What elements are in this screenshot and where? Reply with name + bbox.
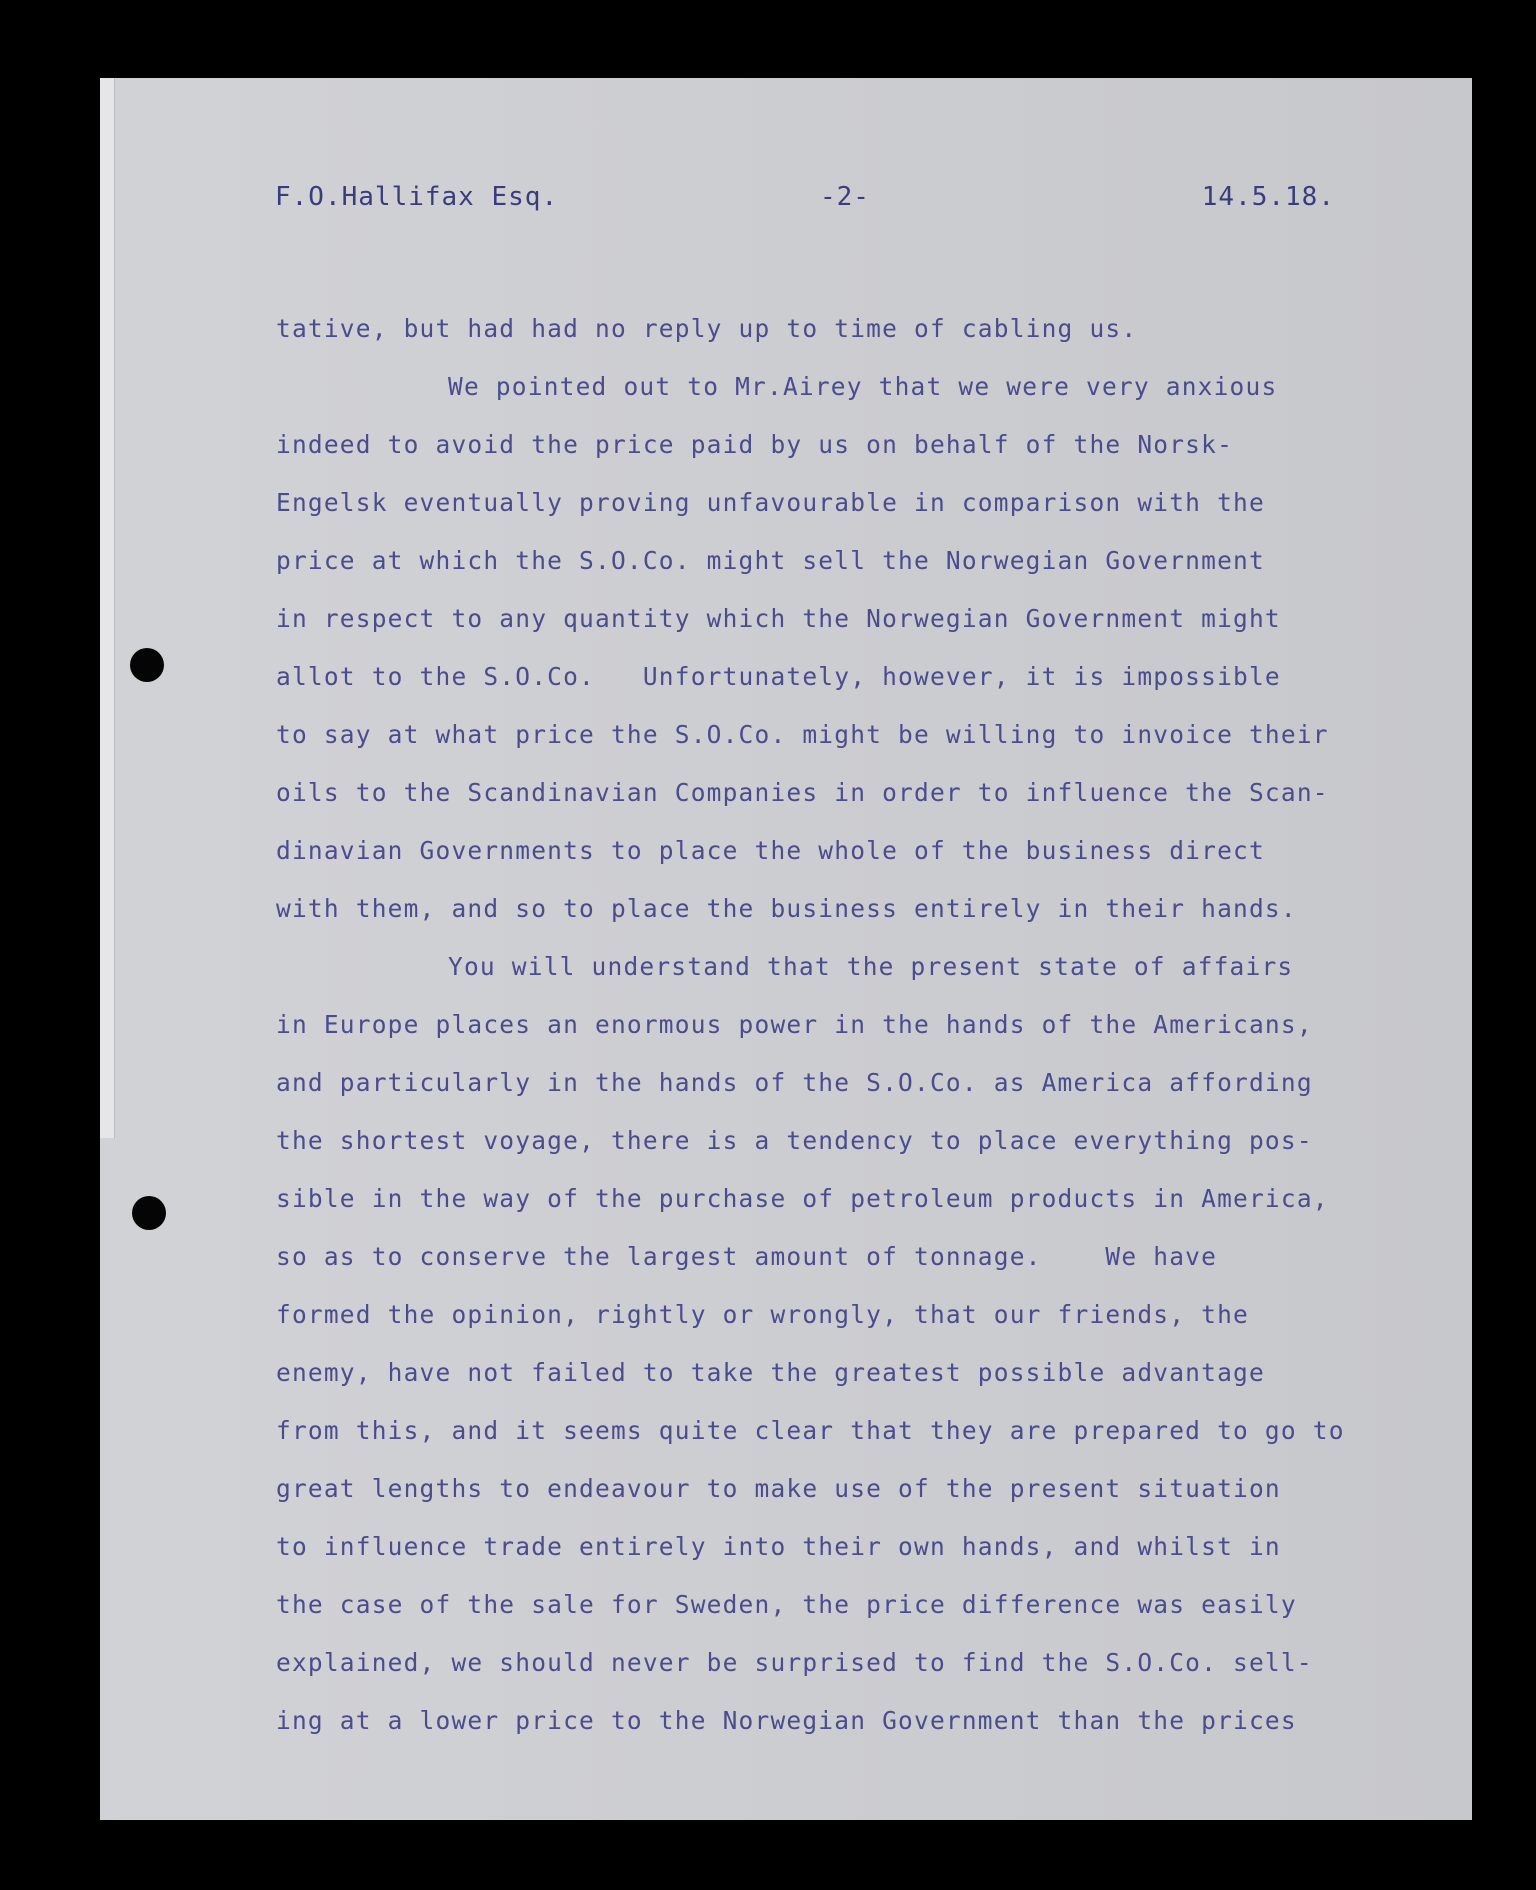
text-line: You will understand that the present state of affairs	[448, 952, 1294, 981]
text-line: to influence trade entirely into their own hands, and whilst in	[276, 1532, 1281, 1561]
text-line: tative, but had had no reply up to time of cabling us.	[276, 314, 1138, 343]
text-line: to say at what price the S.O.Co. might be willing to invoice their	[276, 720, 1329, 749]
page-edge-strip	[100, 78, 115, 1138]
text-line: so as to conserve the largest amount of tonnage. We have	[276, 1242, 1218, 1271]
text-line: enemy, have not failed to take the greatest possible advantage	[276, 1358, 1265, 1387]
text-line: with them, and so to place the business entirely in their hands.	[276, 894, 1297, 923]
text-line: from this, and it seems quite clear that they are prepared to go to	[276, 1416, 1345, 1445]
text-line: the case of the sale for Sweden, the price difference was easily	[276, 1590, 1297, 1619]
text-line: great lengths to endeavour to make use of the present situation	[276, 1474, 1281, 1503]
text-line: We pointed out to Mr.Airey that we were very anxious	[448, 372, 1278, 401]
text-line: in respect to any quantity which the Norwegian Government might	[276, 604, 1281, 633]
header-date: 14.5.18.	[1201, 182, 1335, 212]
letter-header	[275, 182, 1335, 222]
punch-hole-icon	[132, 1196, 166, 1230]
text-line: ing at a lower price to the Norwegian Government than the prices	[276, 1706, 1297, 1735]
text-line: indeed to avoid the price paid by us on behalf of the Norsk-	[276, 430, 1234, 459]
text-line: the shortest voyage, there is a tendency to place everything pos-	[276, 1126, 1313, 1155]
text-line: dinavian Governments to place the whole of the business direct	[276, 836, 1265, 865]
header-page-number: -2-	[820, 182, 870, 212]
text-line: and particularly in the hands of the S.O.Co. as America affording	[276, 1068, 1313, 1097]
text-line: oils to the Scandinavian Companies in order to influence the Scan-	[276, 778, 1329, 807]
text-line: Engelsk eventually proving unfavourable in comparison with the	[276, 488, 1265, 517]
letter-body	[276, 300, 1416, 1750]
text-line: allot to the S.O.Co. Unfortunately, however, it is impossible	[276, 662, 1281, 691]
text-line: formed the opinion, rightly or wrongly, that our friends, the	[276, 1300, 1249, 1329]
text-line: sible in the way of the purchase of petroleum products in America,	[276, 1184, 1329, 1213]
text-line: price at which the S.O.Co. might sell the Norwegian Government	[276, 546, 1265, 575]
text-line: in Europe places an enormous power in the hands of the Americans,	[276, 1010, 1313, 1039]
header-addressee: F.O.Hallifax Esq.	[275, 182, 559, 212]
punch-hole-icon	[130, 648, 164, 682]
text-line: explained, we should never be surprised to find the S.O.Co. sell-	[276, 1648, 1313, 1677]
